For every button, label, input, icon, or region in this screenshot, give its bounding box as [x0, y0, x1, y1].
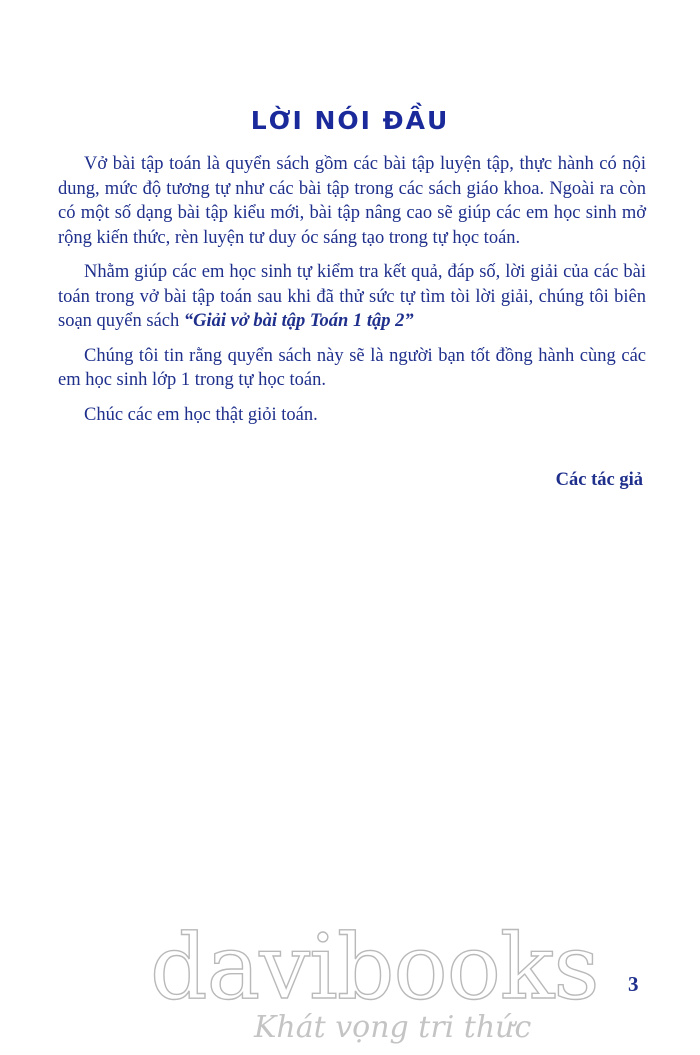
page-title: LỜI NÓI ĐẦU [250, 106, 450, 135]
paragraph-2 [58, 260, 646, 334]
paragraph-2-text: Nhằm giúp các em học sinh tự kiểm tra kết quả, đáp số, lời giải của các bài toán trong vở bài tập toán sau khi đã thử sức tự tìm tòi lời giải, chúng tôi biên soạn quyển sách [58, 262, 646, 331]
signature: Các tác giả [555, 470, 643, 490]
watermark-slogan: Khát vọng tri thức [254, 1010, 532, 1045]
paragraph-3: Chúng tôi tin rằng quyển sách này sẽ là người bạn tốt đồng hành cùng các em học sinh lớp 1 trong tự học toán. [58, 345, 646, 390]
paragraph-1: Vở bài tập toán là quyển sách gồm các bài tập luyện tập, thực hành có nội dung, mức độ tương tự như các bài tập trong các sách giáo khoa. Ngoài ra còn có một số dạng bài tập kiểu mới, bài tập nâng cao sẽ giúp các em học sinh mở rộng kiến thức, rèn luyện tư duy óc sáng tạo trong tự học toán. [58, 154, 646, 248]
watermark-logo: davibooks [150, 915, 599, 1020]
book-title: “Giải vở bài tập Toán 1 tập 2” [183, 311, 414, 331]
page-number: 3 [628, 972, 639, 996]
paragraph-4: Chúc các em học thật giỏi toán. [84, 404, 318, 425]
preface-body [58, 152, 646, 437]
